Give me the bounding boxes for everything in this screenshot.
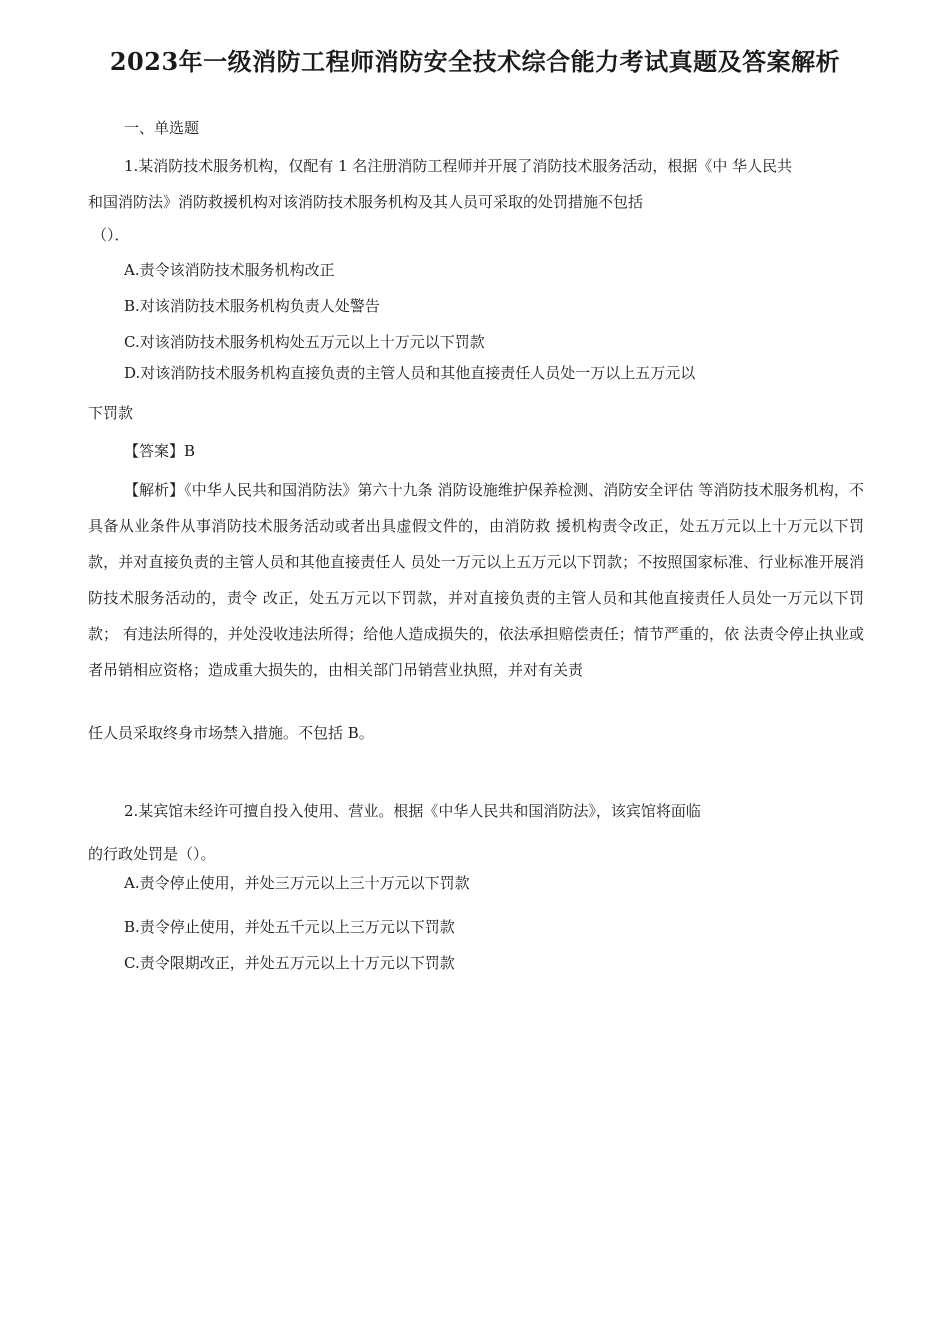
q1-analysis-tail: 任人员采取终身市场禁入措施。不包括 B。	[88, 724, 374, 742]
q1-option-a: A.责令该消防技术服务机构改正	[124, 261, 335, 279]
document-title: 2023年一级消防工程师消防安全技术综合能力考试真题及答案解析	[109, 47, 841, 76]
q1-answer: 【答案】B	[124, 442, 196, 460]
q1-option-d-line1: D.对该消防技术服务机构直接负责的主管人员和其他直接责任人员处一万以上五万元以	[124, 364, 696, 382]
q1-stem-line2: 和国消防法》消防救援机构对该消防技术服务机构及其人员可采取的处罚措施不包括	[88, 193, 644, 211]
q1-option-c: C.对该消防技术服务机构处五万元以上十万元以下罚款	[124, 333, 485, 351]
q2-stem-line1: 2.某宾馆未经许可擅自投入使用、营业。根据《中华人民共和国消防法》，该宾馆将面临	[124, 802, 701, 820]
q2-option-a: A.责令停止使用，并处三万元以上三十万元以下罚款	[124, 874, 470, 892]
q2-option-c: C.责令限期改正，并处五万元以上十万元以下罚款	[124, 954, 455, 972]
q2-option-b: B.责令停止使用，并处五千元以上三万元以下罚款	[124, 918, 455, 936]
q1-stem-line1: 1.某消防技术服务机构，仅配有 1 名注册消防工程师并开展了消防技术服务活动，根据《中 华人民共	[124, 157, 793, 175]
q1-option-d-line2: 下罚款	[88, 404, 134, 422]
section-heading: 一、单选题	[124, 119, 200, 137]
q1-stem-line3: （）．	[92, 226, 130, 244]
q1-option-b: B.对该消防技术服务机构负责人处警告	[124, 297, 380, 315]
q2-stem-line2: 的行政处罚是（）。	[88, 845, 216, 863]
q1-analysis: 【解析】《中华人民共和国消防法》第六十九条 消防设施维护保养检测、消防安全评估 等消防技术服务机构，不具备从业条件从事消防技术服务活动或者出具虚假文件的，由消防救 援机构责令改正，处五万元以上十万元以下罚款，并对直接负责的主管人员和其他直接责任人 员处一万元以上五万元以下罚款；不按照国家标准、行业标准开展消防技术服务活动的，责令 改正，处五万元以下罚款，并对直接负责的主管人员和其他直接责任人员处一万元以下罚款； 有违法所得的，并处没收违法所得；给他人造成损失的，依法承担赔偿责任；情节严重的，依 法责令停止执业或者吊销相应资格；造成重大损失的，由相关部门吊销营业执照，并对有关责	[88, 481, 864, 679]
